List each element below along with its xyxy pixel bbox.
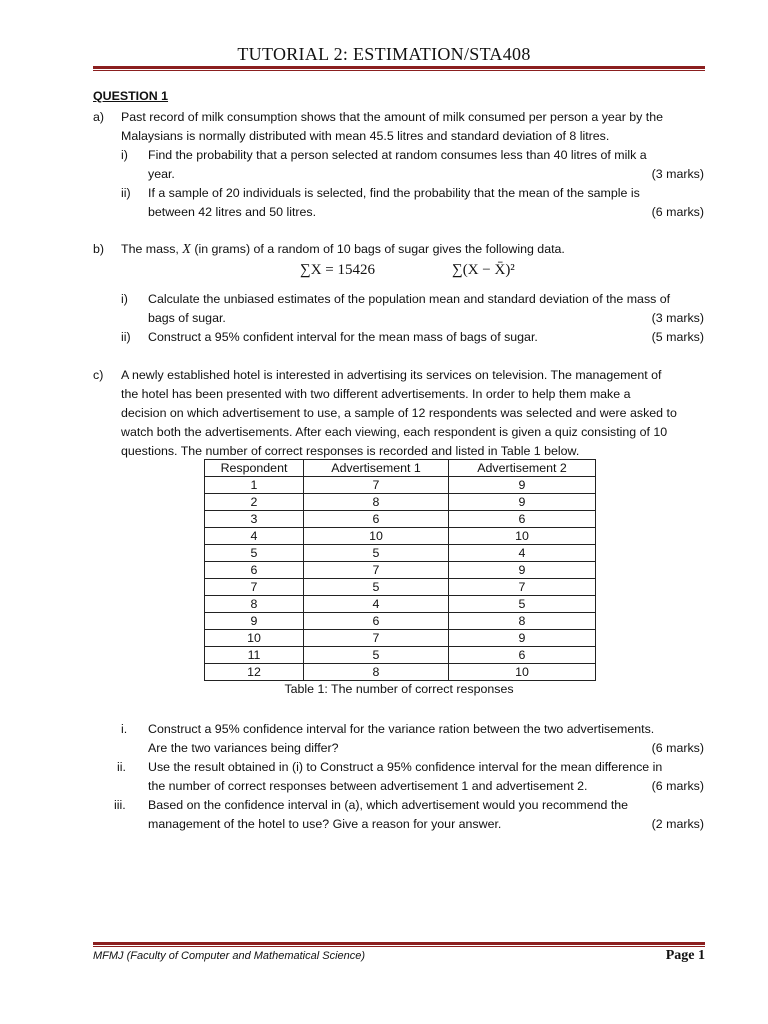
part-c-label: c) <box>93 368 104 382</box>
page-number: Page 1 <box>665 948 705 963</box>
part-c-i-text: Construct a 95% confidence interval for the variance ration between the two advertisements. Are the two variances being differ? (6 marks) <box>148 720 704 758</box>
marks: (6 marks) <box>651 205 704 219</box>
part-a-label: a) <box>93 110 105 124</box>
table-row: 10 7 9 <box>205 630 596 647</box>
marks: (6 marks) <box>651 779 704 793</box>
table-row: 11 5 6 <box>205 647 596 664</box>
marks: (5 marks) <box>651 330 704 344</box>
table-row: 2 8 9 <box>205 494 596 511</box>
part-b-ii-label: ii) <box>121 330 131 344</box>
part-c-text: A newly established hotel is interested in advertising its services on television. The management of the hotel has been presented with two different advertisements. In order to help them make a decision on which advertisement to use, a sample of 12 respondents was selected and were asked to watch both the advertisements. After each viewing, each respondent is given a quiz consisting of 10 questions. The number of correct responses is recorded and listed in Table 1 below. <box>121 368 677 458</box>
part-a-i-text: Find the probability that a person selected at random consumes less than 40 litres of milk a year. (3 marks) <box>148 146 704 184</box>
marks: (3 marks) <box>651 311 704 325</box>
part-b-i-text: Calculate the unbiased estimates of the population mean and standard deviation of the mass of bags of sugar. (3 marks) <box>148 290 704 328</box>
part-c-iii-label: iii. <box>114 798 126 812</box>
part-c-iii-text: Based on the confidence interval in (a), which advertisement would you recommend the management of the hotel to use? Give a reason for your answer. (2 marks) <box>148 796 704 834</box>
footer-rule <box>93 942 705 945</box>
footer-faculty: MFMJ (Faculty of Computer and Mathematical Science) <box>93 950 366 962</box>
column-header: Respondent <box>205 460 304 477</box>
part-c-i-label: i. <box>121 722 128 736</box>
part-c-ii-label: ii. <box>117 760 126 774</box>
marks: (6 marks) <box>651 741 704 755</box>
table-caption: Table 1: The number of correct responses <box>284 682 514 696</box>
table-row: 9 6 8 <box>205 613 596 630</box>
part-c-ii-text: Use the result obtained in (i) to Construct a 95% confidence interval for the mean difference in the number of correct responses between advertisement 1 and advertisement 2. (6 marks) <box>148 758 704 796</box>
table-row: 3 6 6 <box>205 511 596 528</box>
header-rule <box>93 66 705 69</box>
part-b-text: The mass, X (in grams) of a random of 10 bags of sugar gives the following data. <box>121 242 565 257</box>
table-header-row <box>205 460 596 477</box>
part-a-i-label: i) <box>121 148 128 162</box>
footer-rule-thin <box>93 946 705 947</box>
table-row: 4 10 10 <box>205 528 596 545</box>
marks: (3 marks) <box>651 167 704 181</box>
part-a-text: Past record of milk consumption shows that the amount of milk consumed per person a year by the Malaysians is normally distributed with mean 45.5 litres and standard deviation of 8 litres. <box>121 110 664 143</box>
data-table <box>204 459 596 681</box>
column-header: Advertisement 1 <box>304 460 449 477</box>
part-b-label: b) <box>93 242 105 256</box>
part-b-ii-text: Construct a 95% confident interval for the mean mass of bags of sugar. (5 marks) <box>148 328 704 347</box>
marks: (2 marks) <box>651 817 704 831</box>
formula-sum-x: ∑X = 15426 <box>300 262 375 278</box>
page-title: TUTORIAL 2: ESTIMATION/STA408 <box>237 44 531 64</box>
formula-sum-squares: ∑(X − X̄)² <box>452 262 515 278</box>
part-b-i-label: i) <box>121 292 128 306</box>
table-row: 1 7 9 <box>205 477 596 494</box>
table-row: 5 5 4 <box>205 545 596 562</box>
question-title: QUESTION 1 <box>93 89 169 103</box>
table-row: 6 7 9 <box>205 562 596 579</box>
table-row: 8 4 5 <box>205 596 596 613</box>
table-row: 12 8 10 <box>205 664 596 681</box>
part-a-ii-text: If a sample of 20 individuals is selected, find the probability that the mean of the sample is between 42 litres and 50 litres. (6 marks) <box>148 184 704 222</box>
header-rule-thin <box>93 70 705 71</box>
table-row: 7 5 7 <box>205 579 596 596</box>
part-a-ii-label: ii) <box>121 186 131 200</box>
column-header: Advertisement 2 <box>449 460 596 477</box>
